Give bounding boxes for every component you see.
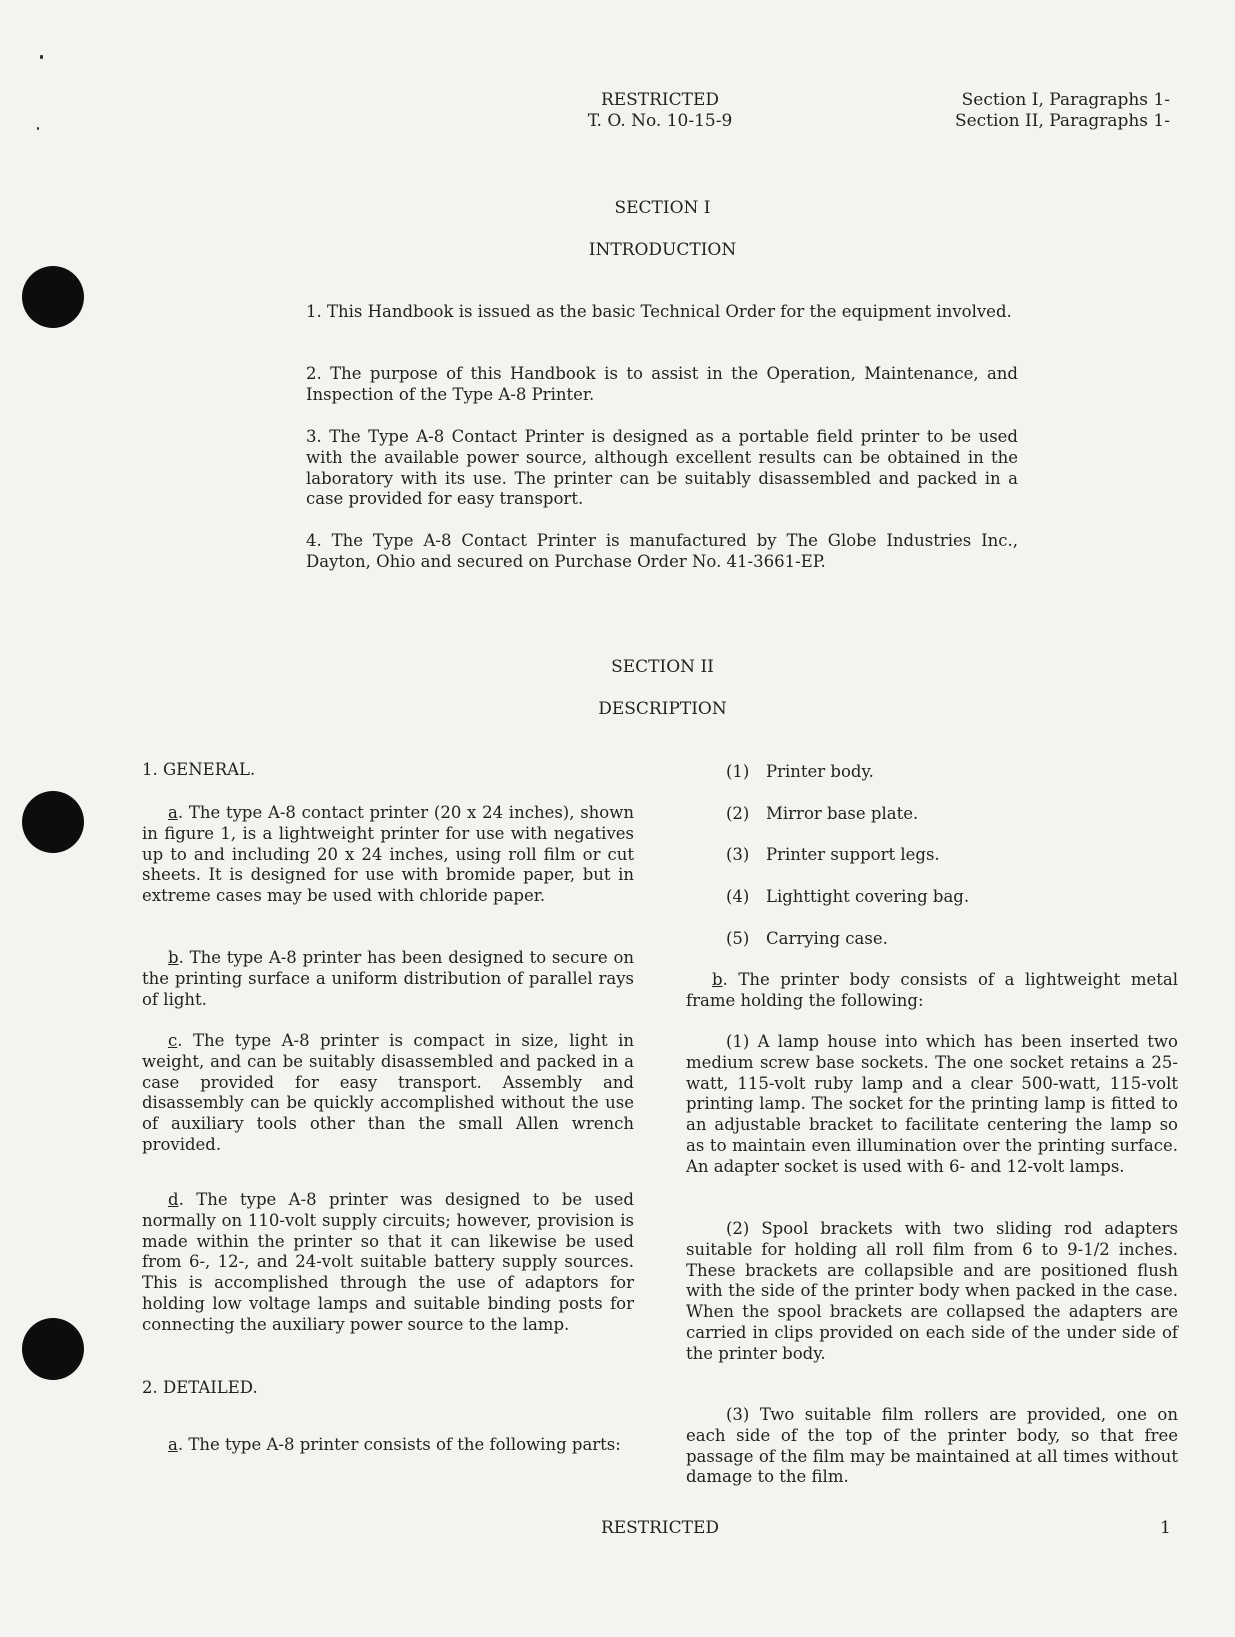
general-paragraph-d: d. The type A-8 printer was designed to be used normally on 110-volt supply circuits; however, provision is made within the printer so that it can likewise be used from 6-, 12-, and 24-volt suitable battery supply sources. This is accomplished through the use of adaptors for holding low voltage lamps and suitable binding posts for connecting the auxiliary power source to the lamp. (142, 1190, 634, 1334)
general-paragraph-c: c. The type A-8 printer is compact in size, light in weight, and can be suitably disassembled and packed in a case provided for easy transport. Assembly and disassembly can be quickly accomplished without the use of auxiliary tools other than the small Allen wrench provided. (142, 1031, 634, 1154)
parts-list-item: (3) Printer support legs. (726, 845, 940, 864)
page-header-center (560, 90, 760, 132)
detailed-paragraph-a: a. The type A-8 printer consists of the following parts: (168, 1435, 621, 1454)
paper-speck (37, 127, 39, 130)
binder-hole-top (22, 266, 84, 328)
detailed-heading: 2. DETAILED. (142, 1378, 258, 1397)
paper-speck (40, 55, 43, 59)
section-1-heading: SECTION I (614, 198, 711, 218)
section-2-heading: SECTION II (611, 657, 714, 677)
general-paragraph-b: b. The type A-8 printer has been designed to secure on the printing surface a uniform distribution of parallel rays of light. (142, 948, 634, 1009)
binder-hole-bottom (22, 1318, 84, 1380)
section-2-title: DESCRIPTION (598, 699, 727, 719)
parts-list-item: (1) Printer body. (726, 762, 874, 781)
paragraph-label: a (168, 1435, 178, 1454)
header-classification: RESTRICTED (600, 90, 720, 110)
body-item-2: (2) Spool brackets with two sliding rod adapters suitable for holding all roll film from 6 to 9-1/2 inches. These brackets are collapsible and are positioned flush with the side of the printer body when packed in the case. When the spool brackets are collapsed the adapters are carried in clips provided on each side of the under side of the printer body. (686, 1219, 1178, 1363)
parts-list-item: (2) Mirror base plate. (726, 804, 919, 823)
header-section-ref-2: Section II, Paragraphs 1- (954, 111, 1170, 131)
parts-list-item: (5) Carrying case. (726, 929, 888, 948)
detailed-paragraph-b: b. The printer body consists of a lightweight metal frame holding the following: (686, 970, 1178, 1010)
paragraph-label: a (168, 803, 178, 822)
header-section-ref-1: Section I, Paragraphs 1- (961, 90, 1170, 110)
body-item-1: (1) A lamp house into which has been inserted two medium screw base sockets. The one socket retains a 25-watt, 115-volt ruby lamp and a clear 500-watt, 115-volt printing lamp. The socket for the printing lamp is fitted to an adjustable bracket to facilitate centering the lamp so as to maintain even illumination over the printing surface. An adapter socket is used with 6- and 12-volt lamps. (686, 1032, 1178, 1176)
section-1-title: INTRODUCTION (588, 240, 737, 260)
paragraph-label: c (168, 1031, 178, 1050)
paragraph-label: b (712, 970, 723, 989)
parts-list-item: (4) Lighttight covering bag. (726, 887, 970, 906)
paragraph-label: d (168, 1190, 179, 1209)
page-number: 1 (1160, 1518, 1171, 1538)
binder-hole-middle (22, 791, 84, 853)
footer-classification: RESTRICTED (600, 1518, 720, 1538)
general-heading: 1. GENERAL. (142, 760, 256, 779)
intro-paragraph-2: 2. The purpose of this Handbook is to assist in the Operation, Maintenance, and Inspection of the Type A-8 Printer. (306, 364, 1018, 404)
page-header-right (930, 90, 1170, 132)
header-to-number: T. O. No. 10-15-9 (587, 111, 733, 131)
intro-paragraph-1: 1. This Handbook is issued as the basic Technical Order for the equipment involved. (306, 302, 1012, 321)
intro-paragraph-3: 3. The Type A-8 Contact Printer is designed as a portable field printer to be used with the available power source, although excellent results can be obtained in the laboratory with its use. The printer can be suitably disassembled and packed in a case provided for easy transport. (306, 427, 1018, 509)
body-item-3: (3) Two suitable film rollers are provided, one on each side of the top of the printer body, so that free passage of the film may be maintained at all times without damage to the film. (686, 1405, 1178, 1487)
paragraph-label: b (168, 948, 179, 967)
general-paragraph-a: a. The type A-8 contact printer (20 x 24 inches), shown in figure 1, is a lightweight printer for use with negatives up to and including 20 x 24 inches, using roll film or cut sheets. It is designed for use with bromide paper, but in extreme cases may be used with chloride paper. (142, 803, 634, 906)
intro-paragraph-4: 4. The Type A-8 Contact Printer is manufactured by The Globe Industries Inc., Dayton, Ohio and secured on Purchase Order No. 41-3661-EP. (306, 531, 1018, 571)
